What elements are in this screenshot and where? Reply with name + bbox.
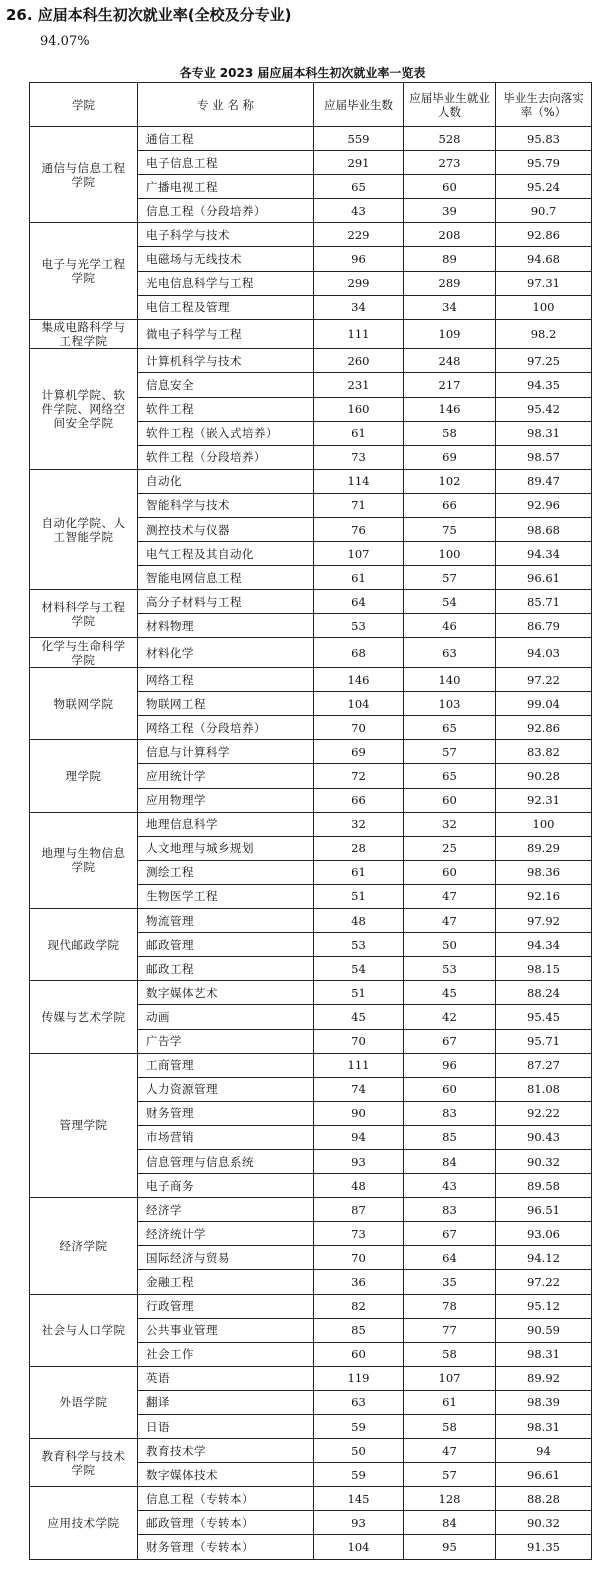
college-name-cell: 化学与生命科学学院 xyxy=(30,638,138,668)
graduates-count-cell: 70 xyxy=(314,716,404,740)
major-name-cell: 邮政管理 xyxy=(138,933,314,957)
college-name-cell: 计算机学院、软件学院、网络空间安全学院 xyxy=(30,349,138,469)
header-rate: 毕业生去向落实率（%） xyxy=(496,83,592,127)
table-row xyxy=(30,1366,592,1390)
graduates-count-cell: 73 xyxy=(314,445,404,469)
placement-rate-cell: 92.86 xyxy=(496,716,592,740)
placement-rate-cell: 96.61 xyxy=(496,566,592,590)
graduates-count-cell: 53 xyxy=(314,933,404,957)
employed-count-cell: 47 xyxy=(404,884,496,908)
college-name-cell: 电子与光学工程学院 xyxy=(30,223,138,319)
employed-count-cell: 58 xyxy=(404,1342,496,1366)
graduates-count-cell: 45 xyxy=(314,1005,404,1029)
placement-rate-cell: 85.71 xyxy=(496,590,592,614)
major-name-cell: 应用统计学 xyxy=(138,764,314,788)
college-name-cell: 集成电路科学与工程学院 xyxy=(30,319,138,349)
employed-count-cell: 42 xyxy=(404,1005,496,1029)
employed-count-cell: 58 xyxy=(404,1415,496,1439)
major-name-cell: 电气工程及其自动化 xyxy=(138,542,314,566)
employed-count-cell: 273 xyxy=(404,151,496,175)
graduates-count-cell: 66 xyxy=(314,788,404,812)
graduates-count-cell: 559 xyxy=(314,127,404,151)
major-name-cell: 电子商务 xyxy=(138,1174,314,1198)
major-name-cell: 行政管理 xyxy=(138,1294,314,1318)
placement-rate-cell: 86.79 xyxy=(496,614,592,638)
placement-rate-cell: 83.82 xyxy=(496,740,592,764)
employed-count-cell: 25 xyxy=(404,836,496,860)
table-row xyxy=(30,1053,592,1077)
major-name-cell: 邮政工程 xyxy=(138,957,314,981)
table-row xyxy=(30,1487,592,1511)
graduates-count-cell: 90 xyxy=(314,1101,404,1125)
graduates-count-cell: 260 xyxy=(314,349,404,373)
placement-rate-cell: 98.15 xyxy=(496,957,592,981)
college-name-cell: 教育科学与技术学院 xyxy=(30,1439,138,1487)
major-name-cell: 人力资源管理 xyxy=(138,1077,314,1101)
major-name-cell: 信息管理与信息系统 xyxy=(138,1149,314,1173)
graduates-count-cell: 71 xyxy=(314,493,404,517)
major-name-cell: 国际经济与贸易 xyxy=(138,1246,314,1270)
placement-rate-cell: 95.45 xyxy=(496,1005,592,1029)
employed-count-cell: 289 xyxy=(404,271,496,295)
table-header-row xyxy=(30,83,592,127)
employed-count-cell: 69 xyxy=(404,445,496,469)
graduates-count-cell: 94 xyxy=(314,1125,404,1149)
placement-rate-cell: 100 xyxy=(496,812,592,836)
placement-rate-cell: 95.42 xyxy=(496,397,592,421)
placement-rate-cell: 88.28 xyxy=(496,1487,592,1511)
employed-count-cell: 67 xyxy=(404,1029,496,1053)
graduates-count-cell: 59 xyxy=(314,1415,404,1439)
employed-count-cell: 60 xyxy=(404,788,496,812)
placement-rate-cell: 98.31 xyxy=(496,1415,592,1439)
graduates-count-cell: 61 xyxy=(314,421,404,445)
placement-rate-cell: 89.29 xyxy=(496,836,592,860)
employed-count-cell: 46 xyxy=(404,614,496,638)
major-name-cell: 信息工程（分段培养） xyxy=(138,199,314,223)
major-name-cell: 通信工程 xyxy=(138,127,314,151)
employed-count-cell: 67 xyxy=(404,1222,496,1246)
table-row xyxy=(30,319,592,349)
graduates-count-cell: 114 xyxy=(314,469,404,493)
major-name-cell: 自动化 xyxy=(138,469,314,493)
major-name-cell: 光电信息科学与工程 xyxy=(138,271,314,295)
major-name-cell: 高分子材料与工程 xyxy=(138,590,314,614)
header-graduates: 应届毕业生数 xyxy=(314,83,404,127)
placement-rate-cell: 95.71 xyxy=(496,1029,592,1053)
major-name-cell: 物流管理 xyxy=(138,909,314,933)
graduates-count-cell: 74 xyxy=(314,1077,404,1101)
major-name-cell: 智能科学与技术 xyxy=(138,493,314,517)
table-row xyxy=(30,590,592,614)
placement-rate-cell: 98.31 xyxy=(496,1342,592,1366)
employed-count-cell: 66 xyxy=(404,493,496,517)
major-name-cell: 人文地理与城乡规划 xyxy=(138,836,314,860)
major-name-cell: 软件工程（分段培养） xyxy=(138,445,314,469)
major-name-cell: 广播电视工程 xyxy=(138,175,314,199)
employed-count-cell: 57 xyxy=(404,566,496,590)
placement-rate-cell: 98.36 xyxy=(496,860,592,884)
table-row xyxy=(30,638,592,668)
placement-rate-cell: 93.06 xyxy=(496,1222,592,1246)
graduates-count-cell: 93 xyxy=(314,1511,404,1535)
employed-count-cell: 64 xyxy=(404,1246,496,1270)
college-name-cell: 材料科学与工程学院 xyxy=(30,590,138,638)
placement-rate-cell: 99.04 xyxy=(496,692,592,716)
employed-count-cell: 146 xyxy=(404,397,496,421)
major-name-cell: 信息安全 xyxy=(138,373,314,397)
placement-rate-cell: 90.43 xyxy=(496,1125,592,1149)
placement-rate-cell: 90.32 xyxy=(496,1511,592,1535)
employed-count-cell: 140 xyxy=(404,668,496,692)
placement-rate-cell: 88.24 xyxy=(496,981,592,1005)
college-name-cell: 自动化学院、人工智能学院 xyxy=(30,469,138,589)
employed-count-cell: 50 xyxy=(404,933,496,957)
major-name-cell: 电信工程及管理 xyxy=(138,295,314,319)
major-name-cell: 测绘工程 xyxy=(138,860,314,884)
employed-count-cell: 107 xyxy=(404,1366,496,1390)
placement-rate-cell: 87.27 xyxy=(496,1053,592,1077)
major-name-cell: 广告学 xyxy=(138,1029,314,1053)
graduates-count-cell: 93 xyxy=(314,1149,404,1173)
major-name-cell: 数字媒体艺术 xyxy=(138,981,314,1005)
placement-rate-cell: 92.96 xyxy=(496,493,592,517)
employed-count-cell: 217 xyxy=(404,373,496,397)
placement-rate-cell: 94.68 xyxy=(496,247,592,271)
major-name-cell: 邮政管理（专转本） xyxy=(138,1511,314,1535)
header-college: 学院 xyxy=(30,83,138,127)
graduates-count-cell: 61 xyxy=(314,566,404,590)
employed-count-cell: 65 xyxy=(404,764,496,788)
employed-count-cell: 96 xyxy=(404,1053,496,1077)
placement-rate-cell: 90.28 xyxy=(496,764,592,788)
graduates-count-cell: 54 xyxy=(314,957,404,981)
major-name-cell: 电子信息工程 xyxy=(138,151,314,175)
graduates-count-cell: 70 xyxy=(314,1246,404,1270)
placement-rate-cell: 97.92 xyxy=(496,909,592,933)
college-name-cell: 传媒与艺术学院 xyxy=(30,981,138,1053)
placement-rate-cell: 81.08 xyxy=(496,1077,592,1101)
placement-rate-cell: 90.7 xyxy=(496,199,592,223)
graduates-count-cell: 119 xyxy=(314,1366,404,1390)
major-name-cell: 工商管理 xyxy=(138,1053,314,1077)
graduates-count-cell: 76 xyxy=(314,518,404,542)
placement-rate-cell: 90.32 xyxy=(496,1149,592,1173)
employed-count-cell: 83 xyxy=(404,1101,496,1125)
table-row xyxy=(30,469,592,493)
table-row xyxy=(30,668,592,692)
major-name-cell: 网络工程（分段培养） xyxy=(138,716,314,740)
graduates-count-cell: 291 xyxy=(314,151,404,175)
employed-count-cell: 43 xyxy=(404,1174,496,1198)
employed-count-cell: 53 xyxy=(404,957,496,981)
major-name-cell: 生物医学工程 xyxy=(138,884,314,908)
graduates-count-cell: 34 xyxy=(314,295,404,319)
table-row xyxy=(30,223,592,247)
major-name-cell: 教育技术学 xyxy=(138,1439,314,1463)
major-name-cell: 信息工程（专转本） xyxy=(138,1487,314,1511)
major-name-cell: 市场营销 xyxy=(138,1125,314,1149)
college-name-cell: 地理与生物信息学院 xyxy=(30,812,138,908)
major-name-cell: 测控技术与仪器 xyxy=(138,518,314,542)
college-name-cell: 经济学院 xyxy=(30,1198,138,1294)
table-title: 各专业 2023 届应届本科生初次就业率一览表 xyxy=(179,66,426,80)
employed-count-cell: 208 xyxy=(404,223,496,247)
employed-count-cell: 84 xyxy=(404,1149,496,1173)
employed-count-cell: 35 xyxy=(404,1270,496,1294)
major-name-cell: 信息与计算科学 xyxy=(138,740,314,764)
graduates-count-cell: 69 xyxy=(314,740,404,764)
graduates-count-cell: 48 xyxy=(314,909,404,933)
employed-count-cell: 75 xyxy=(404,518,496,542)
placement-rate-cell: 100 xyxy=(496,295,592,319)
placement-rate-cell: 97.22 xyxy=(496,668,592,692)
graduates-count-cell: 82 xyxy=(314,1294,404,1318)
graduates-count-cell: 43 xyxy=(314,199,404,223)
employed-count-cell: 102 xyxy=(404,469,496,493)
overall-employment-rate: 94.07% xyxy=(40,34,90,49)
major-name-cell: 电子科学与技术 xyxy=(138,223,314,247)
placement-rate-cell: 97.31 xyxy=(496,271,592,295)
placement-rate-cell: 98.39 xyxy=(496,1390,592,1414)
employed-count-cell: 54 xyxy=(404,590,496,614)
placement-rate-cell: 94.34 xyxy=(496,933,592,957)
page-heading: 26. 应届本科生初次就业率(全校及分专业) xyxy=(6,6,292,24)
header-employed: 应届毕业生就业人数 xyxy=(404,83,496,127)
graduates-count-cell: 145 xyxy=(314,1487,404,1511)
graduates-count-cell: 36 xyxy=(314,1270,404,1294)
employed-count-cell: 58 xyxy=(404,421,496,445)
table-row xyxy=(30,1439,592,1463)
placement-rate-cell: 95.83 xyxy=(496,127,592,151)
placement-rate-cell: 97.22 xyxy=(496,1270,592,1294)
placement-rate-cell: 89.92 xyxy=(496,1366,592,1390)
employed-count-cell: 47 xyxy=(404,1439,496,1463)
employed-count-cell: 77 xyxy=(404,1318,496,1342)
employed-count-cell: 85 xyxy=(404,1125,496,1149)
placement-rate-cell: 98.68 xyxy=(496,518,592,542)
placement-rate-cell: 91.35 xyxy=(496,1535,592,1560)
major-name-cell: 电磁场与无线技术 xyxy=(138,247,314,271)
graduates-count-cell: 60 xyxy=(314,1342,404,1366)
employed-count-cell: 34 xyxy=(404,295,496,319)
header-major: 专 业 名 称 xyxy=(138,83,314,127)
graduates-count-cell: 32 xyxy=(314,812,404,836)
graduates-count-cell: 104 xyxy=(314,1535,404,1560)
employed-count-cell: 128 xyxy=(404,1487,496,1511)
graduates-count-cell: 111 xyxy=(314,1053,404,1077)
college-name-cell: 通信与信息工程学院 xyxy=(30,127,138,223)
graduates-count-cell: 65 xyxy=(314,175,404,199)
placement-rate-cell: 94.35 xyxy=(496,373,592,397)
major-name-cell: 网络工程 xyxy=(138,668,314,692)
employed-count-cell: 60 xyxy=(404,1077,496,1101)
graduates-count-cell: 107 xyxy=(314,542,404,566)
employed-count-cell: 60 xyxy=(404,175,496,199)
table-row xyxy=(30,349,592,373)
graduates-count-cell: 51 xyxy=(314,884,404,908)
table-row xyxy=(30,981,592,1005)
table-row xyxy=(30,1198,592,1222)
placement-rate-cell: 95.79 xyxy=(496,151,592,175)
major-name-cell: 英语 xyxy=(138,1366,314,1390)
major-name-cell: 经济学 xyxy=(138,1198,314,1222)
employed-count-cell: 109 xyxy=(404,319,496,349)
major-name-cell: 软件工程 xyxy=(138,397,314,421)
graduates-count-cell: 146 xyxy=(314,668,404,692)
placement-rate-cell: 94 xyxy=(496,1439,592,1463)
placement-rate-cell: 92.86 xyxy=(496,223,592,247)
major-name-cell: 数字媒体技术 xyxy=(138,1463,314,1487)
major-name-cell: 金融工程 xyxy=(138,1270,314,1294)
employed-count-cell: 57 xyxy=(404,740,496,764)
placement-rate-cell: 95.12 xyxy=(496,1294,592,1318)
employed-count-cell: 528 xyxy=(404,127,496,151)
college-name-cell: 管理学院 xyxy=(30,1053,138,1198)
major-name-cell: 物联网工程 xyxy=(138,692,314,716)
placement-rate-cell: 89.47 xyxy=(496,469,592,493)
employed-count-cell: 78 xyxy=(404,1294,496,1318)
graduates-count-cell: 28 xyxy=(314,836,404,860)
placement-rate-cell: 98.31 xyxy=(496,421,592,445)
table-row xyxy=(30,127,592,151)
major-name-cell: 软件工程（嵌入式培养） xyxy=(138,421,314,445)
table-row xyxy=(30,812,592,836)
graduates-count-cell: 72 xyxy=(314,764,404,788)
college-name-cell: 外语学院 xyxy=(30,1366,138,1438)
placement-rate-cell: 92.31 xyxy=(496,788,592,812)
major-name-cell: 财务管理 xyxy=(138,1101,314,1125)
employed-count-cell: 65 xyxy=(404,716,496,740)
major-name-cell: 材料物理 xyxy=(138,614,314,638)
major-name-cell: 智能电网信息工程 xyxy=(138,566,314,590)
major-name-cell: 经济统计学 xyxy=(138,1222,314,1246)
employed-count-cell: 57 xyxy=(404,1463,496,1487)
major-name-cell: 公共事业管理 xyxy=(138,1318,314,1342)
graduates-count-cell: 50 xyxy=(314,1439,404,1463)
graduates-count-cell: 70 xyxy=(314,1029,404,1053)
placement-rate-cell: 92.16 xyxy=(496,884,592,908)
graduates-count-cell: 231 xyxy=(314,373,404,397)
placement-rate-cell: 90.59 xyxy=(496,1318,592,1342)
major-name-cell: 日语 xyxy=(138,1415,314,1439)
major-name-cell: 微电子科学与工程 xyxy=(138,319,314,349)
employed-count-cell: 248 xyxy=(404,349,496,373)
employed-count-cell: 39 xyxy=(404,199,496,223)
employment-rate-table xyxy=(29,82,592,1560)
major-name-cell: 社会工作 xyxy=(138,1342,314,1366)
major-name-cell: 地理信息科学 xyxy=(138,812,314,836)
employed-count-cell: 103 xyxy=(404,692,496,716)
employed-count-cell: 89 xyxy=(404,247,496,271)
placement-rate-cell: 96.51 xyxy=(496,1198,592,1222)
employed-count-cell: 45 xyxy=(404,981,496,1005)
employed-count-cell: 95 xyxy=(404,1535,496,1560)
employed-count-cell: 61 xyxy=(404,1390,496,1414)
placement-rate-cell: 94.12 xyxy=(496,1246,592,1270)
graduates-count-cell: 96 xyxy=(314,247,404,271)
placement-rate-cell: 94.03 xyxy=(496,638,592,668)
employed-count-cell: 60 xyxy=(404,860,496,884)
employed-count-cell: 83 xyxy=(404,1198,496,1222)
employed-count-cell: 63 xyxy=(404,638,496,668)
college-name-cell: 社会与人口学院 xyxy=(30,1294,138,1366)
placement-rate-cell: 89.58 xyxy=(496,1174,592,1198)
placement-rate-cell: 96.61 xyxy=(496,1463,592,1487)
major-name-cell: 财务管理（专转本） xyxy=(138,1535,314,1560)
employed-count-cell: 100 xyxy=(404,542,496,566)
graduates-count-cell: 53 xyxy=(314,614,404,638)
placement-rate-cell: 98.2 xyxy=(496,319,592,349)
major-name-cell: 材料化学 xyxy=(138,638,314,668)
employed-count-cell: 32 xyxy=(404,812,496,836)
graduates-count-cell: 48 xyxy=(314,1174,404,1198)
college-name-cell: 现代邮政学院 xyxy=(30,909,138,981)
major-name-cell: 动画 xyxy=(138,1005,314,1029)
table-body xyxy=(30,127,592,1560)
graduates-count-cell: 229 xyxy=(314,223,404,247)
graduates-count-cell: 59 xyxy=(314,1463,404,1487)
college-name-cell: 物联网学院 xyxy=(30,668,138,740)
graduates-count-cell: 61 xyxy=(314,860,404,884)
graduates-count-cell: 299 xyxy=(314,271,404,295)
graduates-count-cell: 85 xyxy=(314,1318,404,1342)
graduates-count-cell: 87 xyxy=(314,1198,404,1222)
table-row xyxy=(30,740,592,764)
college-name-cell: 理学院 xyxy=(30,740,138,812)
graduates-count-cell: 51 xyxy=(314,981,404,1005)
graduates-count-cell: 160 xyxy=(314,397,404,421)
placement-rate-cell: 94.34 xyxy=(496,542,592,566)
major-name-cell: 翻译 xyxy=(138,1390,314,1414)
placement-rate-cell: 95.24 xyxy=(496,175,592,199)
graduates-count-cell: 64 xyxy=(314,590,404,614)
employed-count-cell: 84 xyxy=(404,1511,496,1535)
placement-rate-cell: 98.57 xyxy=(496,445,592,469)
graduates-count-cell: 63 xyxy=(314,1390,404,1414)
major-name-cell: 应用物理学 xyxy=(138,788,314,812)
graduates-count-cell: 111 xyxy=(314,319,404,349)
table-row xyxy=(30,1294,592,1318)
major-name-cell: 计算机科学与技术 xyxy=(138,349,314,373)
graduates-count-cell: 73 xyxy=(314,1222,404,1246)
employed-count-cell: 47 xyxy=(404,909,496,933)
table-row xyxy=(30,909,592,933)
college-name-cell: 应用技术学院 xyxy=(30,1487,138,1560)
placement-rate-cell: 92.22 xyxy=(496,1101,592,1125)
placement-rate-cell: 97.25 xyxy=(496,349,592,373)
graduates-count-cell: 104 xyxy=(314,692,404,716)
graduates-count-cell: 68 xyxy=(314,638,404,668)
